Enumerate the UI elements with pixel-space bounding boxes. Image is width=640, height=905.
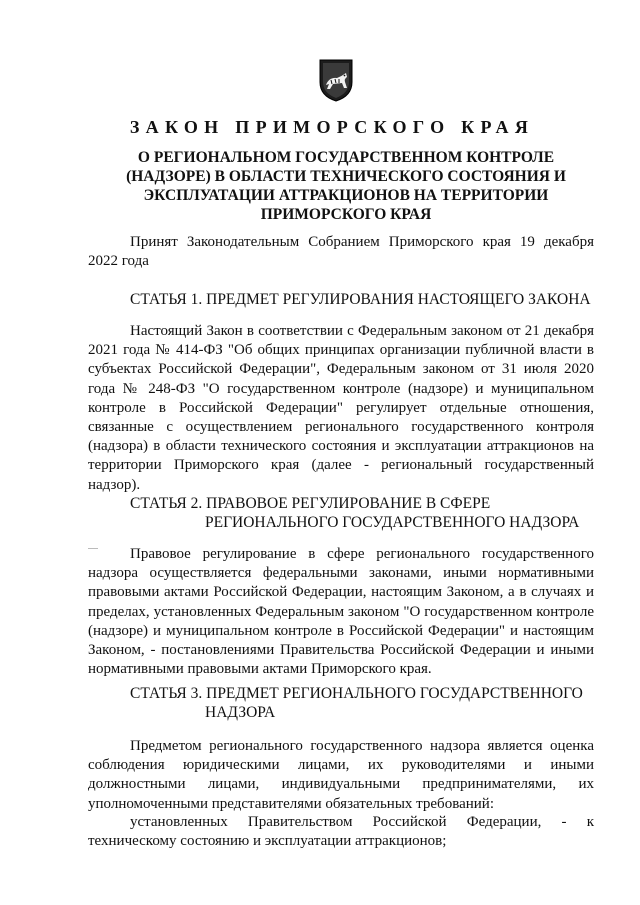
article-3-heading-line1: СТАТЬЯ 3. ПРЕДМЕТ РЕГИОНАЛЬНОГО ГОСУДАРСТВЕННОГО <box>130 685 583 702</box>
article-3-text: Предметом регионального государственного надзора является оценка соблюдения юридическими лицами, их руководителями и иными должностными лицами, индивидуальными предпринимателями, их уполномоченными представителями обязательных требований: <box>88 738 594 812</box>
article-3-heading-line2: НАДЗОРА <box>205 704 276 721</box>
law-subtitle: О РЕГИОНАЛЬНОМ ГОСУДАРСТВЕННОМ КОНТРОЛЕ (НАДЗОРЕ) В ОБЛАСТИ ТЕХНИЧЕСКОГО СОСТОЯНИЯ И ЭКСПЛУАТАЦИИ АТТРАКЦИОНОВ НА ТЕРРИТОРИИ ПРИМОРСКОГО КРАЯ <box>126 149 566 223</box>
article-2-heading-line1: СТАТЬЯ 2. ПРАВОВОЕ РЕГУЛИРОВАНИЕ В СФЕРЕ <box>130 495 491 512</box>
article-1-text: Настоящий Закон в соответствии с Федеральным законом от 21 декабря 2021 года № 414-ФЗ "Об общих принципах организации публичной власти в субъектах Российской Федерации", Федеральным законом от 31 июля 2020 года № 248-ФЗ "О государственном контроле (надзоре) и муниципальном контроле в Российской Федерации" регулирует отдельные отношения, связанные с осуществлением регионального государственного контроля (надзора) в области технического состояния и эксплуатации аттракционов на территории Приморского края (далее - региональный государственный надзор). <box>88 323 594 493</box>
article-1-heading: СТАТЬЯ 1. ПРЕДМЕТ РЕГУЛИРОВАНИЯ НАСТОЯЩЕГО ЗАКОНА <box>130 291 591 308</box>
article-2-text: Правовое регулирование в сфере регионального государственного надзора осуществляется федеральными законами, иными нормативными правовыми актами Российской Федерации, настоящим Законом, а в случаях и пределах, установленных Федеральным законом "О государственном контроле (надзоре) и муниципальном контроле в Российской Федерации" и настоящим Законом, - постановлениями Правительства Российской Федерации и иными нормативными правовыми актами Приморского края. <box>88 546 594 678</box>
law-title: ЗАКОН ПРИМОРСКОГО КРАЯ <box>129 117 535 137</box>
coat-of-arms-emblem <box>317 58 355 102</box>
article-3-item-1: установленных Правительством Российской Федерации, - к техническому состоянию и эксплуатации аттракционов; <box>88 814 594 850</box>
adoption-note: Принят Законодательным Собранием Приморского края 19 декабря 2022 года <box>88 234 594 270</box>
article-2-heading-line2: РЕГИОНАЛЬНОГО ГОСУДАРСТВЕННОГО НАДЗОРА <box>205 514 580 531</box>
